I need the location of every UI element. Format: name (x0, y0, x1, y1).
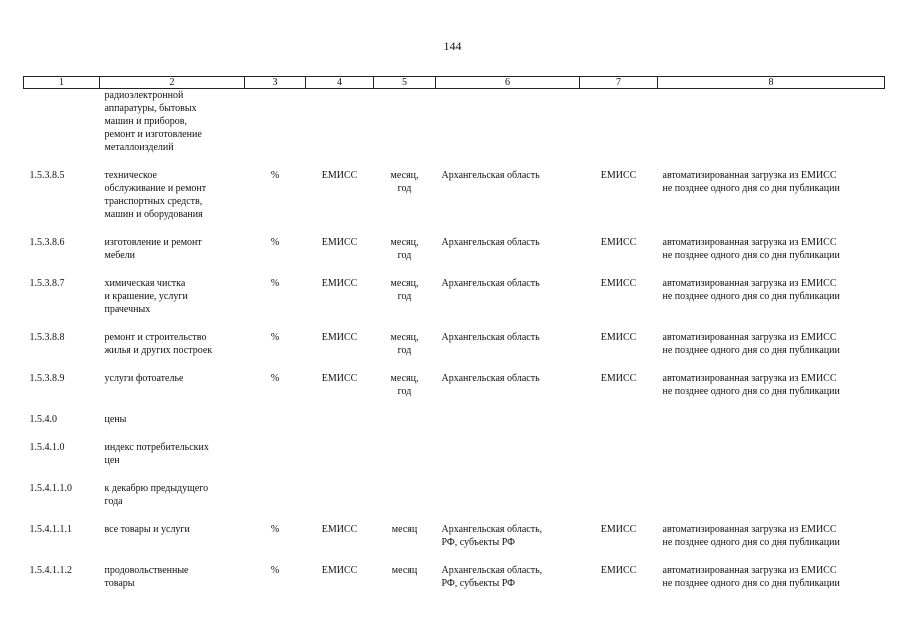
name-line: ремонт и строительство (104, 332, 207, 343)
cell-period (374, 277, 436, 331)
cell-name (100, 277, 245, 331)
cell-source: ЕМИСС (321, 524, 358, 535)
note-line: не позднее одного дня со дня публикации (662, 578, 840, 589)
table-row (24, 169, 885, 236)
cell-note (658, 482, 885, 523)
name-line: изготовление и ремонт (104, 237, 202, 248)
cell-code: 1.5.4.1.0 (29, 442, 65, 453)
cell-unit: % (270, 170, 280, 181)
cell-period (374, 236, 436, 277)
cell-name (100, 236, 245, 277)
cell-region (436, 169, 580, 236)
column-header-5: 5 (374, 77, 436, 89)
name-line: жилья и других построек (104, 345, 213, 356)
name-line: все товары и услуги (104, 524, 190, 535)
name-line: и крашение, услуги (104, 291, 188, 302)
note-line: не позднее одного дня со дня публикации (662, 386, 840, 397)
cell-note (658, 523, 885, 564)
period-line: год (397, 291, 412, 302)
name-line: цены (104, 414, 127, 425)
cell-unit: % (270, 565, 280, 576)
cell-system: ЕМИСС (600, 237, 637, 248)
table-header (24, 77, 885, 89)
name-line: машин и оборудования (104, 209, 203, 220)
column-header-3: 3 (245, 77, 306, 89)
cell-code (24, 89, 100, 170)
cell-name (100, 564, 245, 605)
cell-code: 1.5.3.8.6 (29, 237, 65, 248)
name-line: радиоэлектронной (104, 90, 184, 101)
cell-source (306, 441, 374, 482)
cell-note (658, 564, 885, 605)
cell-note (658, 372, 885, 413)
cell-code: 1.5.3.8.7 (29, 278, 65, 289)
cell-system: ЕМИСС (600, 524, 637, 535)
cell-name (100, 523, 245, 564)
cell-system: ЕМИСС (600, 278, 637, 289)
cell-system: ЕМИСС (600, 373, 637, 384)
region-line: Архангельская область (441, 332, 540, 343)
cell-source: ЕМИСС (321, 373, 358, 384)
cell-source: ЕМИСС (321, 237, 358, 248)
column-header-1: 1 (24, 77, 100, 89)
region-line: Архангельская область (441, 278, 540, 289)
cell-name (100, 89, 245, 170)
cell-unit (245, 482, 306, 523)
cell-region (436, 413, 580, 441)
period-line: месяц (391, 565, 418, 576)
region-line: Архангельская область, (441, 524, 543, 535)
table-row (24, 441, 885, 482)
note-line: не позднее одного дня со дня публикации (662, 183, 840, 194)
name-line: мебели (104, 250, 136, 261)
cell-unit: % (270, 524, 280, 535)
name-line: услуги фотоателье (104, 373, 184, 384)
name-line: к декабрю предыдущего (104, 483, 209, 494)
cell-period (374, 564, 436, 605)
cell-source (306, 482, 374, 523)
cell-source (306, 413, 374, 441)
cell-unit: % (270, 373, 280, 384)
cell-region (436, 482, 580, 523)
cell-code: 1.5.4.0 (29, 414, 57, 425)
region-line: РФ, субъекты РФ (441, 537, 516, 548)
table-row (24, 413, 885, 441)
cell-system (580, 482, 658, 523)
table-row (24, 236, 885, 277)
cell-unit: % (270, 237, 280, 248)
name-line: продовольственные (104, 565, 189, 576)
cell-name (100, 482, 245, 523)
name-line: цен (104, 455, 120, 466)
cell-period (374, 331, 436, 372)
period-line: месяц, (390, 170, 419, 181)
period-line: год (397, 183, 412, 194)
cell-source: ЕМИСС (321, 170, 358, 181)
cell-unit (245, 413, 306, 441)
note-line: автоматизированная загрузка из ЕМИСС (662, 170, 837, 181)
cell-code: 1.5.3.8.8 (29, 332, 65, 343)
cell-name (100, 331, 245, 372)
name-line: года (104, 496, 123, 507)
cell-unit: % (270, 332, 280, 343)
cell-source: ЕМИСС (321, 332, 358, 343)
column-header-6: 6 (436, 77, 580, 89)
name-line: химическая чистка (104, 278, 186, 289)
table-row (24, 564, 885, 605)
cell-period (374, 413, 436, 441)
name-line: машин и приборов, (104, 116, 187, 127)
cell-period (374, 482, 436, 523)
note-line: не позднее одного дня со дня публикации (662, 345, 840, 356)
cell-region (436, 441, 580, 482)
name-line: обслуживание и ремонт (104, 183, 207, 194)
name-line: транспортных средств, (104, 196, 203, 207)
note-line: автоматизированная загрузка из ЕМИСС (662, 565, 837, 576)
note-line: автоматизированная загрузка из ЕМИСС (662, 332, 837, 343)
period-line: год (397, 250, 412, 261)
region-line: Архангельская область (441, 237, 540, 248)
region-line: Архангельская область, (441, 565, 543, 576)
note-line: не позднее одного дня со дня публикации (662, 291, 840, 302)
cell-system (580, 441, 658, 482)
column-header-2: 2 (100, 77, 245, 89)
cell-code: 1.5.3.8.9 (29, 373, 65, 384)
table-row (24, 523, 885, 564)
cell-region (436, 236, 580, 277)
cell-region (436, 372, 580, 413)
table-row (24, 331, 885, 372)
cell-period (374, 441, 436, 482)
table-row (24, 482, 885, 523)
region-line: РФ, субъекты РФ (441, 578, 516, 589)
name-line: прачечных (104, 304, 151, 315)
cell-name (100, 441, 245, 482)
cell-source: ЕМИСС (321, 565, 358, 576)
cell-name (100, 413, 245, 441)
cell-period (374, 523, 436, 564)
note-line: автоматизированная загрузка из ЕМИСС (662, 237, 837, 248)
cell-code: 1.5.4.1.1.1 (29, 524, 72, 535)
cell-note (658, 236, 885, 277)
continuation-row (24, 89, 885, 170)
cell-code: 1.5.4.1.1.2 (29, 565, 72, 576)
cell-name (100, 169, 245, 236)
region-line: Архангельская область (441, 170, 540, 181)
cell-source: ЕМИСС (321, 278, 358, 289)
cell-period (374, 372, 436, 413)
region-line: Архангельская область (441, 373, 540, 384)
name-line: аппаратуры, бытовых (104, 103, 197, 114)
page-number: 144 (443, 39, 462, 53)
cell-note (658, 169, 885, 236)
cell-system: ЕМИСС (600, 565, 637, 576)
cell-system (580, 413, 658, 441)
cell-name (100, 372, 245, 413)
cell-code: 1.5.4.1.1.0 (29, 483, 72, 494)
name-line: металлоизделий (104, 142, 174, 153)
period-line: месяц, (390, 237, 419, 248)
cell-region (436, 523, 580, 564)
cell-region (436, 331, 580, 372)
name-line: индекс потребительских (104, 442, 209, 453)
column-header-7: 7 (580, 77, 658, 89)
period-line: месяц, (390, 278, 419, 289)
column-header-4: 4 (306, 77, 374, 89)
cell-note (658, 441, 885, 482)
period-line: год (397, 345, 412, 356)
cell-unit (245, 441, 306, 482)
note-line: автоматизированная загрузка из ЕМИСС (662, 373, 837, 384)
cell-period (374, 169, 436, 236)
indicators-table (23, 76, 885, 605)
table-row (24, 277, 885, 331)
table-body (24, 89, 885, 606)
cell-system: ЕМИСС (600, 332, 637, 343)
period-line: месяц, (390, 373, 419, 384)
table-row (24, 372, 885, 413)
note-line: не позднее одного дня со дня публикации (662, 250, 840, 261)
cell-note (658, 413, 885, 441)
name-line: техническое (104, 170, 157, 181)
period-line: месяц (391, 524, 418, 535)
note-line: автоматизированная загрузка из ЕМИСС (662, 278, 837, 289)
cell-unit: % (270, 278, 280, 289)
cell-system: ЕМИСС (600, 170, 637, 181)
cell-region (436, 564, 580, 605)
name-line: товары (104, 578, 135, 589)
note-line: не позднее одного дня со дня публикации (662, 537, 840, 548)
cell-region (436, 277, 580, 331)
cell-note (658, 277, 885, 331)
column-header-8: 8 (658, 77, 885, 89)
note-line: автоматизированная загрузка из ЕМИСС (662, 524, 837, 535)
cell-note (658, 331, 885, 372)
name-line: ремонт и изготовление (104, 129, 202, 140)
period-line: год (397, 386, 412, 397)
period-line: месяц, (390, 332, 419, 343)
cell-code: 1.5.3.8.5 (29, 170, 65, 181)
